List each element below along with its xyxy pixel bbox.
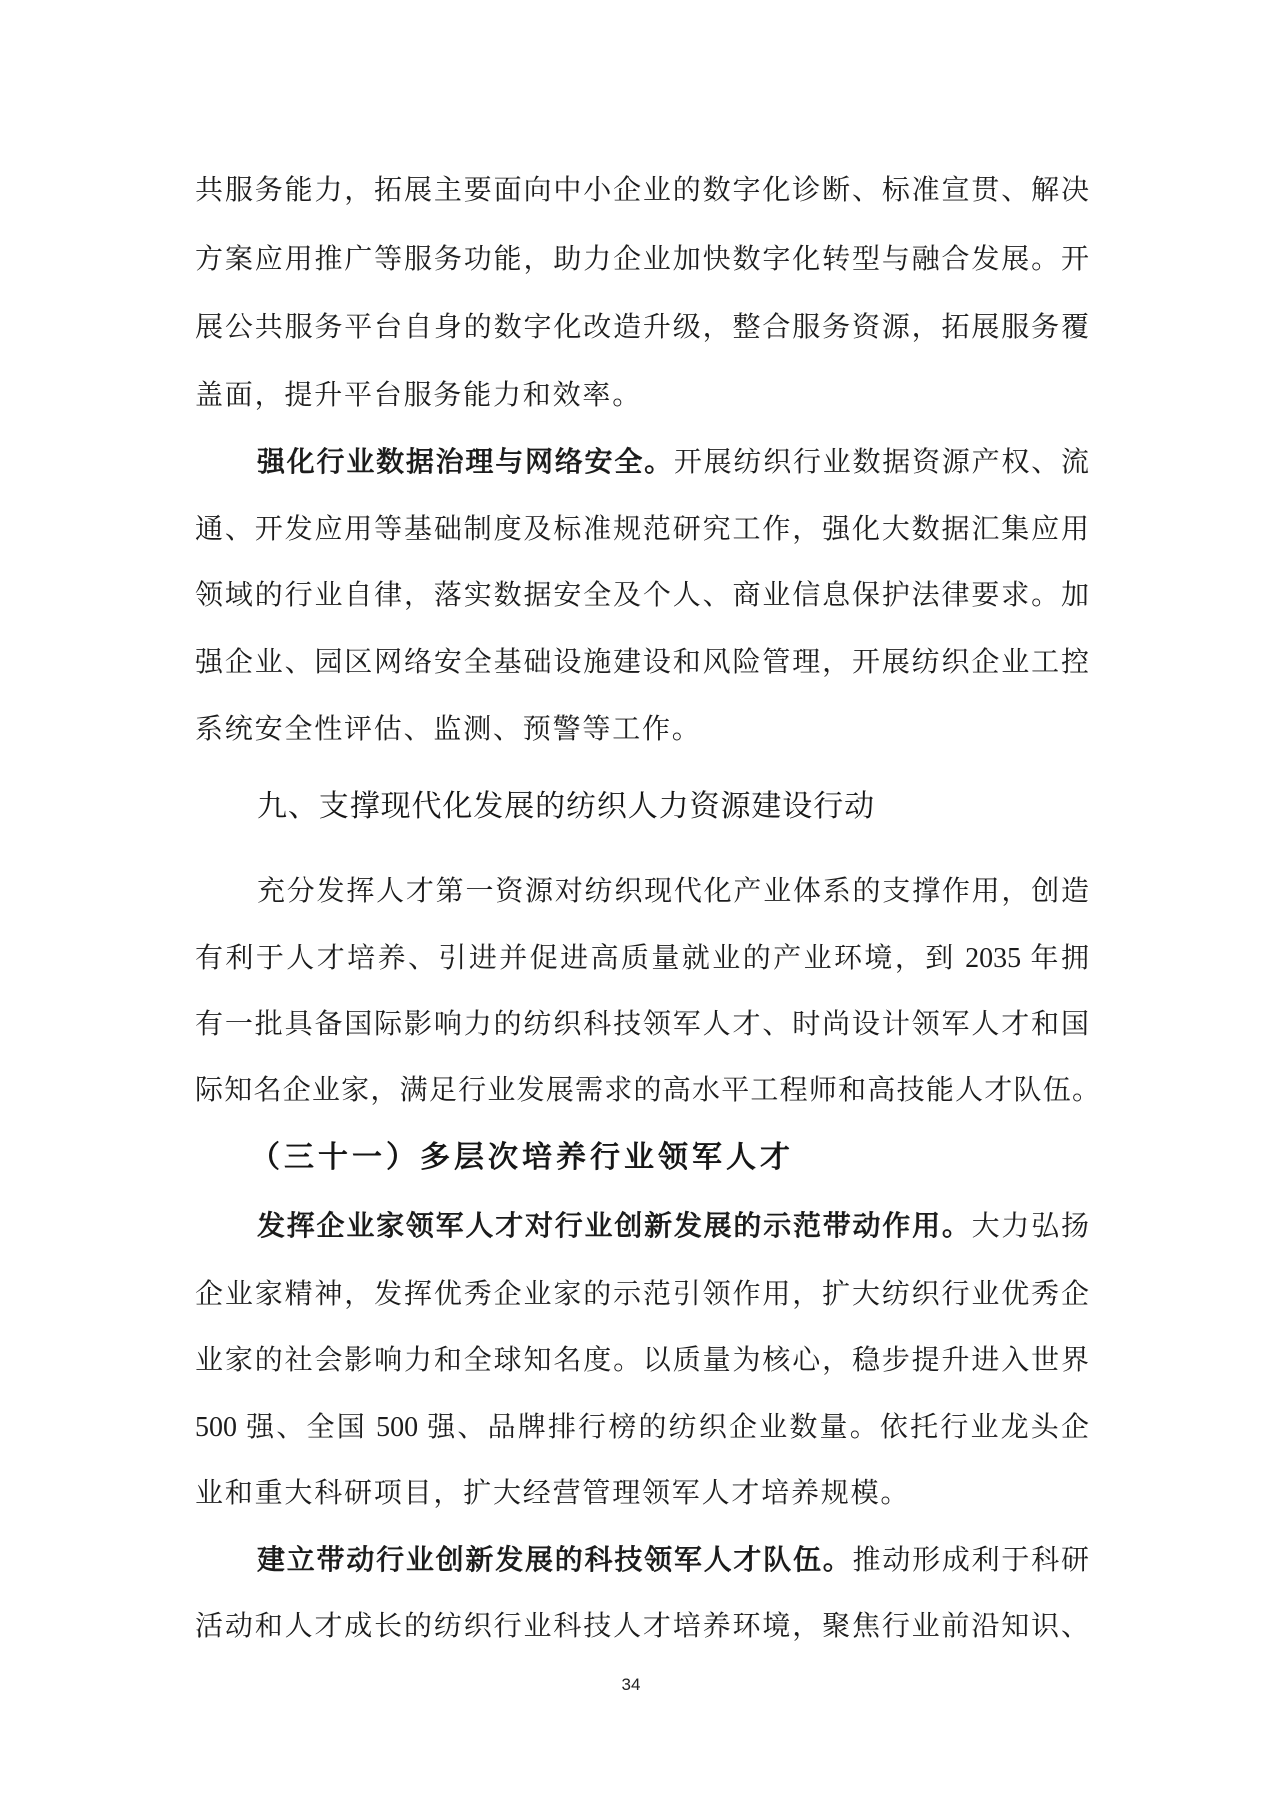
bold-lead-sentence: 建立带动行业创新发展的科技领军人才队伍。: [257, 1545, 853, 1576]
body-line: [257, 1541, 1089, 1581]
body-text: 推动形成利于科研: [852, 1545, 1089, 1576]
bold-lead-sentence: 发挥企业家领军人才对行业创新发展的示范带动作用。: [257, 1211, 972, 1242]
body-line: 业家的社会影响力和全球知名度。以质量为核心，稳步提升进入世界: [195, 1345, 1089, 1376]
body-line: [257, 443, 1089, 483]
subsection-heading: （三十一）多层次培养行业领军人才: [250, 1141, 794, 1174]
body-line: 盖面，提升平台服务能力和效率。: [195, 380, 643, 411]
body-line: 领域的行业自律，落实数据安全及个人、商业信息保护法律要求。加: [195, 580, 1089, 611]
body-line: 企业家精神，发挥优秀企业家的示范引领作用，扩大纺织行业优秀企: [195, 1279, 1089, 1310]
body-line: 共服务能力，拓展主要面向中小企业的数字化诊断、标准宣贯、解决: [195, 175, 1089, 206]
body-line: 系统安全性评估、监测、预警等工作。: [195, 714, 702, 745]
body-text: 开展纺织行业数据资源产权、流: [673, 447, 1089, 478]
page-number: 34: [621, 1675, 641, 1694]
body-line: 有利于人才培养、引进并促进高质量就业的产业环境，到 2035 年拥: [195, 943, 1089, 974]
body-line: 通、开发应用等基础制度及标准规范研究工作，强化大数据汇集应用: [195, 514, 1089, 545]
body-line: 业和重大科研项目，扩大经营管理领军人才培养规模。: [195, 1478, 911, 1509]
section-heading: 九、支撑现代化发展的纺织人力资源建设行动: [257, 789, 875, 824]
body-line: 强企业、园区网络安全基础设施建设和风险管理，开展纺织企业工控: [195, 647, 1089, 678]
body-line: 际知名企业家，满足行业发展需求的高水平工程师和高技能人才队伍。: [195, 1075, 1100, 1106]
bold-lead-sentence: 强化行业数据治理与网络安全。: [257, 447, 674, 478]
body-line: 500 强、全国 500 强、品牌排行榜的纺织企业数量。依托行业龙头企: [195, 1412, 1089, 1443]
body-line: 展公共服务平台自身的数字化改造升级，整合服务资源，拓展服务覆: [195, 312, 1089, 343]
body-line: 活动和人才成长的纺织行业科技人才培养环境，聚焦行业前沿知识、: [195, 1611, 1089, 1642]
body-line: 有一批具备国际影响力的纺织科技领军人才、时尚设计领军人才和国: [195, 1009, 1089, 1040]
body-text: 大力弘扬: [971, 1211, 1089, 1242]
body-line: 充分发挥人才第一资源对纺织现代化产业体系的支撑作用，创造: [257, 876, 1089, 907]
body-line: 方案应用推广等服务功能，助力企业加快数字化转型与融合发展。开: [195, 244, 1089, 275]
body-line: [257, 1207, 1089, 1247]
